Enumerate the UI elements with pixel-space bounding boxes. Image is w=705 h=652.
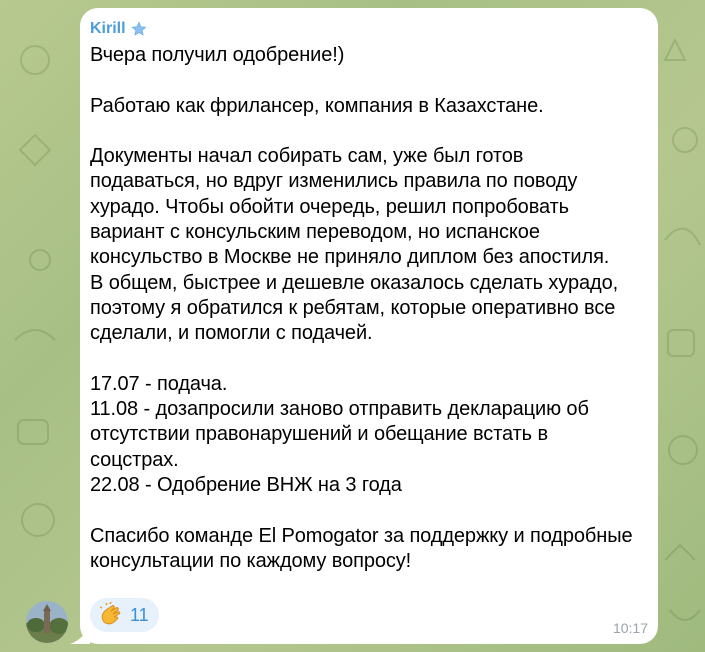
reaction-count: 11 (130, 604, 149, 625)
star-icon (131, 21, 147, 37)
avatar-image (26, 601, 68, 643)
clapping-hands-icon (98, 602, 124, 628)
message-bubble (80, 8, 658, 644)
message-text: Вчера получил одобрение!) Работаю как фрилансер, компания в Казахстане. Документы начал собирать сам, уже был готов подаваться, но вдруг изменились правила по поводу хурадо. Чтобы обойти очередь, решил попробовать вариант с консульским переводом, но испанское консульство в Москве не приняло диплом без апостиля. В общем, быстрее и дешевле оказалось сделать хурадо, поэтому я обратился к ребятам, которые оперативно все сделали, и помогли с подачей. 17.07 - подача. 11.08 - дозапросили заново отправить декларацию об отсутствии правонарушений и обещание встать в соцстрах. 22.08 - Одобрение ВНЖ на 3 года Спасибо команде El Pomogator за поддержку и подробные консультации по каждому вопросу! (90, 44, 633, 572)
sender-avatar[interactable] (26, 601, 68, 643)
message-sender (90, 18, 642, 40)
reactions-row (90, 598, 159, 633)
reaction-clap[interactable] (90, 598, 159, 632)
sender-name[interactable]: Kirill (90, 20, 126, 37)
message-time: 10:17 (612, 620, 648, 636)
